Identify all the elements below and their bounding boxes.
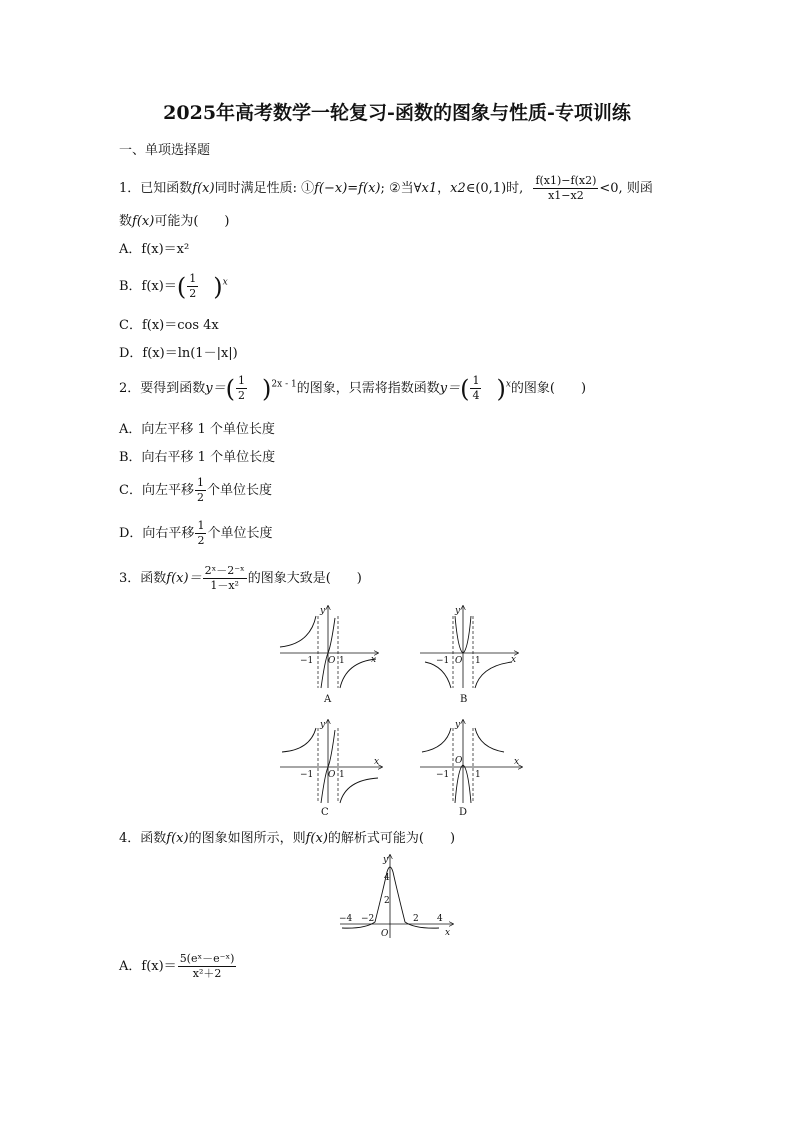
q1-option-b-pow: x xyxy=(222,277,228,288)
q2-y2: y＝ xyxy=(439,381,461,396)
q4-tick-x-2: 2 xyxy=(413,914,419,924)
q1-option-b-pre: B．f(x)＝ xyxy=(119,279,177,294)
q3-b-axis-y: y xyxy=(455,606,461,616)
q3-graph-b[interactable] xyxy=(420,606,518,705)
paren-left: ( xyxy=(176,272,187,301)
q1-x1: x1 xyxy=(421,181,438,196)
q2-frac2-den: 4 xyxy=(472,389,480,402)
q2-option-c[interactable] xyxy=(119,476,272,505)
q4-number: 4． xyxy=(119,831,141,846)
q4-axis-x: x xyxy=(445,928,451,938)
q3-b-origin: O xyxy=(455,656,463,666)
q3-c-axis-y: y xyxy=(320,720,326,730)
q1-text-b: 同时满足性质: ① xyxy=(214,181,315,196)
q4-axis-y: y xyxy=(383,855,389,865)
paren-right: ) xyxy=(496,374,506,403)
q1-fraction-den: x1−x2 xyxy=(548,189,584,202)
q2-option-d-num: 1 xyxy=(197,519,205,532)
paren-right: ) xyxy=(213,272,223,301)
q3-a-axis-x: x xyxy=(371,655,377,665)
q1-option-b-num: 1 xyxy=(189,272,197,285)
paren-left: ( xyxy=(460,374,470,403)
q3-c-tick-pos: 1 xyxy=(339,770,345,780)
q3-c-axis-x: x xyxy=(374,757,380,767)
q4-curve xyxy=(342,867,439,928)
q3-a-origin: O xyxy=(328,656,336,666)
q1-line2-a: 数 xyxy=(119,214,133,229)
q2-pow2: x xyxy=(505,379,511,390)
q4-text-a: 函数 xyxy=(140,831,167,846)
q3-a-axis-y: y xyxy=(320,606,326,616)
q3-b-label: B xyxy=(460,694,468,705)
q2-option-d-frac xyxy=(195,519,206,548)
q3-c-origin: O xyxy=(328,770,336,780)
q2-option-d-pre: D．向右平移 xyxy=(119,526,195,541)
q2-option-c-num: 1 xyxy=(196,476,204,489)
q2-text-a: 要得到函数 xyxy=(140,381,206,396)
q1-option-b-den: 2 xyxy=(189,287,197,300)
q1-in: ∈(0,1)时, xyxy=(465,181,524,196)
q2-frac1-num: 1 xyxy=(238,374,246,387)
q4-option-a[interactable] xyxy=(119,952,237,981)
q2-option-c-pre: C．向左平移 xyxy=(119,483,194,498)
q4-fx2: f(x) xyxy=(305,831,328,846)
q1-x2: x2 xyxy=(450,181,466,196)
q4-fx: f(x) xyxy=(166,831,189,846)
q3-graph-a[interactable] xyxy=(280,606,378,705)
q4-option-a-frac xyxy=(178,952,237,981)
q3-number: 3． xyxy=(119,571,141,586)
q1-line2-fx: f(x) xyxy=(132,214,155,229)
q4-option-a-den: x²＋2 xyxy=(192,967,222,980)
q2-option-c-post: 个单位长度 xyxy=(206,483,272,498)
q3-d-origin: O xyxy=(455,756,463,766)
q3-frac-num: 2ˣ－2⁻ˣ xyxy=(204,564,245,577)
page-title: 2025年高考数学一轮复习-函数的图象与性质-专项训练 xyxy=(163,102,631,124)
q2-frac1-den: 2 xyxy=(238,389,246,402)
q3-c-tick-neg: −1 xyxy=(300,770,314,780)
q1-lt: <0, xyxy=(599,181,623,196)
q4-tick-y-4: 4 xyxy=(384,873,390,883)
q3-d-axis-y: y xyxy=(455,720,461,730)
q2-option-c-frac xyxy=(195,476,206,505)
q3-graphs xyxy=(270,600,540,822)
q1-fraction xyxy=(533,174,598,203)
q3-text-b: 的图象大致是( ) xyxy=(247,571,362,586)
q4-tick-x-neg4: −4 xyxy=(339,914,353,924)
q3-fx: f(x)＝ xyxy=(166,571,202,586)
q1-option-d[interactable]: D．f(x)＝ln(1－|x|) xyxy=(119,346,238,361)
q1-line2 xyxy=(119,210,229,229)
q1-line2-b: 可能为( ) xyxy=(154,214,230,229)
q1-comma: ， xyxy=(437,181,451,196)
q1-option-b-frac xyxy=(187,272,198,301)
q2-frac2 xyxy=(470,374,481,403)
q2-text-b: 的图象，只需将指数函数 xyxy=(296,381,440,396)
q1-prop1: f(−x)=f(x) xyxy=(314,181,381,196)
q4-text-c: 的解析式可能为( ) xyxy=(327,831,456,846)
paren-left: ( xyxy=(225,374,236,403)
q3-d-tick-neg: −1 xyxy=(436,770,450,780)
q3-d-label: D xyxy=(459,807,468,818)
q2-option-c-den: 2 xyxy=(196,491,204,504)
q1-fraction-num: f(x1)−f(x2) xyxy=(535,174,597,187)
q3-stem xyxy=(119,564,362,593)
q4-option-a-num: 5(eˣ－e⁻ˣ) xyxy=(179,952,235,965)
q4-tick-x-neg2: −2 xyxy=(361,914,375,924)
q4-graph xyxy=(335,850,460,940)
q3-frac xyxy=(203,564,247,593)
q2-option-d-post: 个单位长度 xyxy=(207,526,273,541)
q4-tick-x-4: 4 xyxy=(437,914,443,924)
q2-text-c: 的图象( ) xyxy=(510,381,587,396)
q2-option-b[interactable]: B．向右平移 1 个单位长度 xyxy=(119,450,276,465)
q3-b-tick-pos: 1 xyxy=(475,656,481,666)
q3-c-label: C xyxy=(321,807,329,818)
q2-frac2-num: 1 xyxy=(472,374,480,387)
q1-number: 1． xyxy=(119,181,141,196)
q3-b-axis-x: x xyxy=(511,655,517,665)
q4-option-a-pre: A．f(x)＝ xyxy=(119,959,177,974)
section-heading: 一、单项选择题 xyxy=(119,143,211,158)
q1-text-c: ; ②当∀ xyxy=(380,181,422,196)
q3-b-tick-neg: −1 xyxy=(436,656,450,666)
q1-option-b[interactable] xyxy=(119,272,228,301)
q1-option-a[interactable]: A．f(x)＝x² xyxy=(119,242,190,257)
q4-stem xyxy=(119,827,455,846)
q2-number: 2． xyxy=(119,381,141,396)
q1-text-a: 已知函数 xyxy=(140,181,193,196)
q1-option-c[interactable]: C．f(x)＝cos 4x xyxy=(119,318,219,333)
q1-text-d: 则函 xyxy=(626,181,653,196)
q2-y1: y＝ xyxy=(205,381,226,396)
paren-right: ) xyxy=(262,374,272,403)
q4-text-b: 的图象如图所示，则 xyxy=(188,831,306,846)
q2-pow1: 2x - 1 xyxy=(271,379,297,390)
q2-option-a[interactable]: A．向左平移 1 个单位长度 xyxy=(119,422,275,437)
q1-stem xyxy=(119,174,653,203)
q4-origin: O xyxy=(381,929,389,939)
q2-frac1 xyxy=(236,374,247,403)
q2-option-d-den: 2 xyxy=(197,534,205,547)
q3-a-tick-pos: 1 xyxy=(339,656,345,666)
q3-a-tick-neg: −1 xyxy=(300,656,314,666)
q3-a-label: A xyxy=(324,694,332,705)
q2-stem xyxy=(119,374,586,403)
q1-fx: f(x) xyxy=(192,181,215,196)
q3-d-tick-pos: 1 xyxy=(475,770,481,780)
q4-tick-y-2: 2 xyxy=(384,896,390,906)
q2-option-d[interactable] xyxy=(119,519,272,548)
q3-text-a: 函数 xyxy=(140,571,167,586)
q3-graph-c[interactable] xyxy=(280,720,382,818)
q3-d-axis-x: x xyxy=(514,757,520,767)
q3-frac-den: 1－x² xyxy=(210,579,239,592)
q3-graph-d[interactable] xyxy=(420,720,522,818)
